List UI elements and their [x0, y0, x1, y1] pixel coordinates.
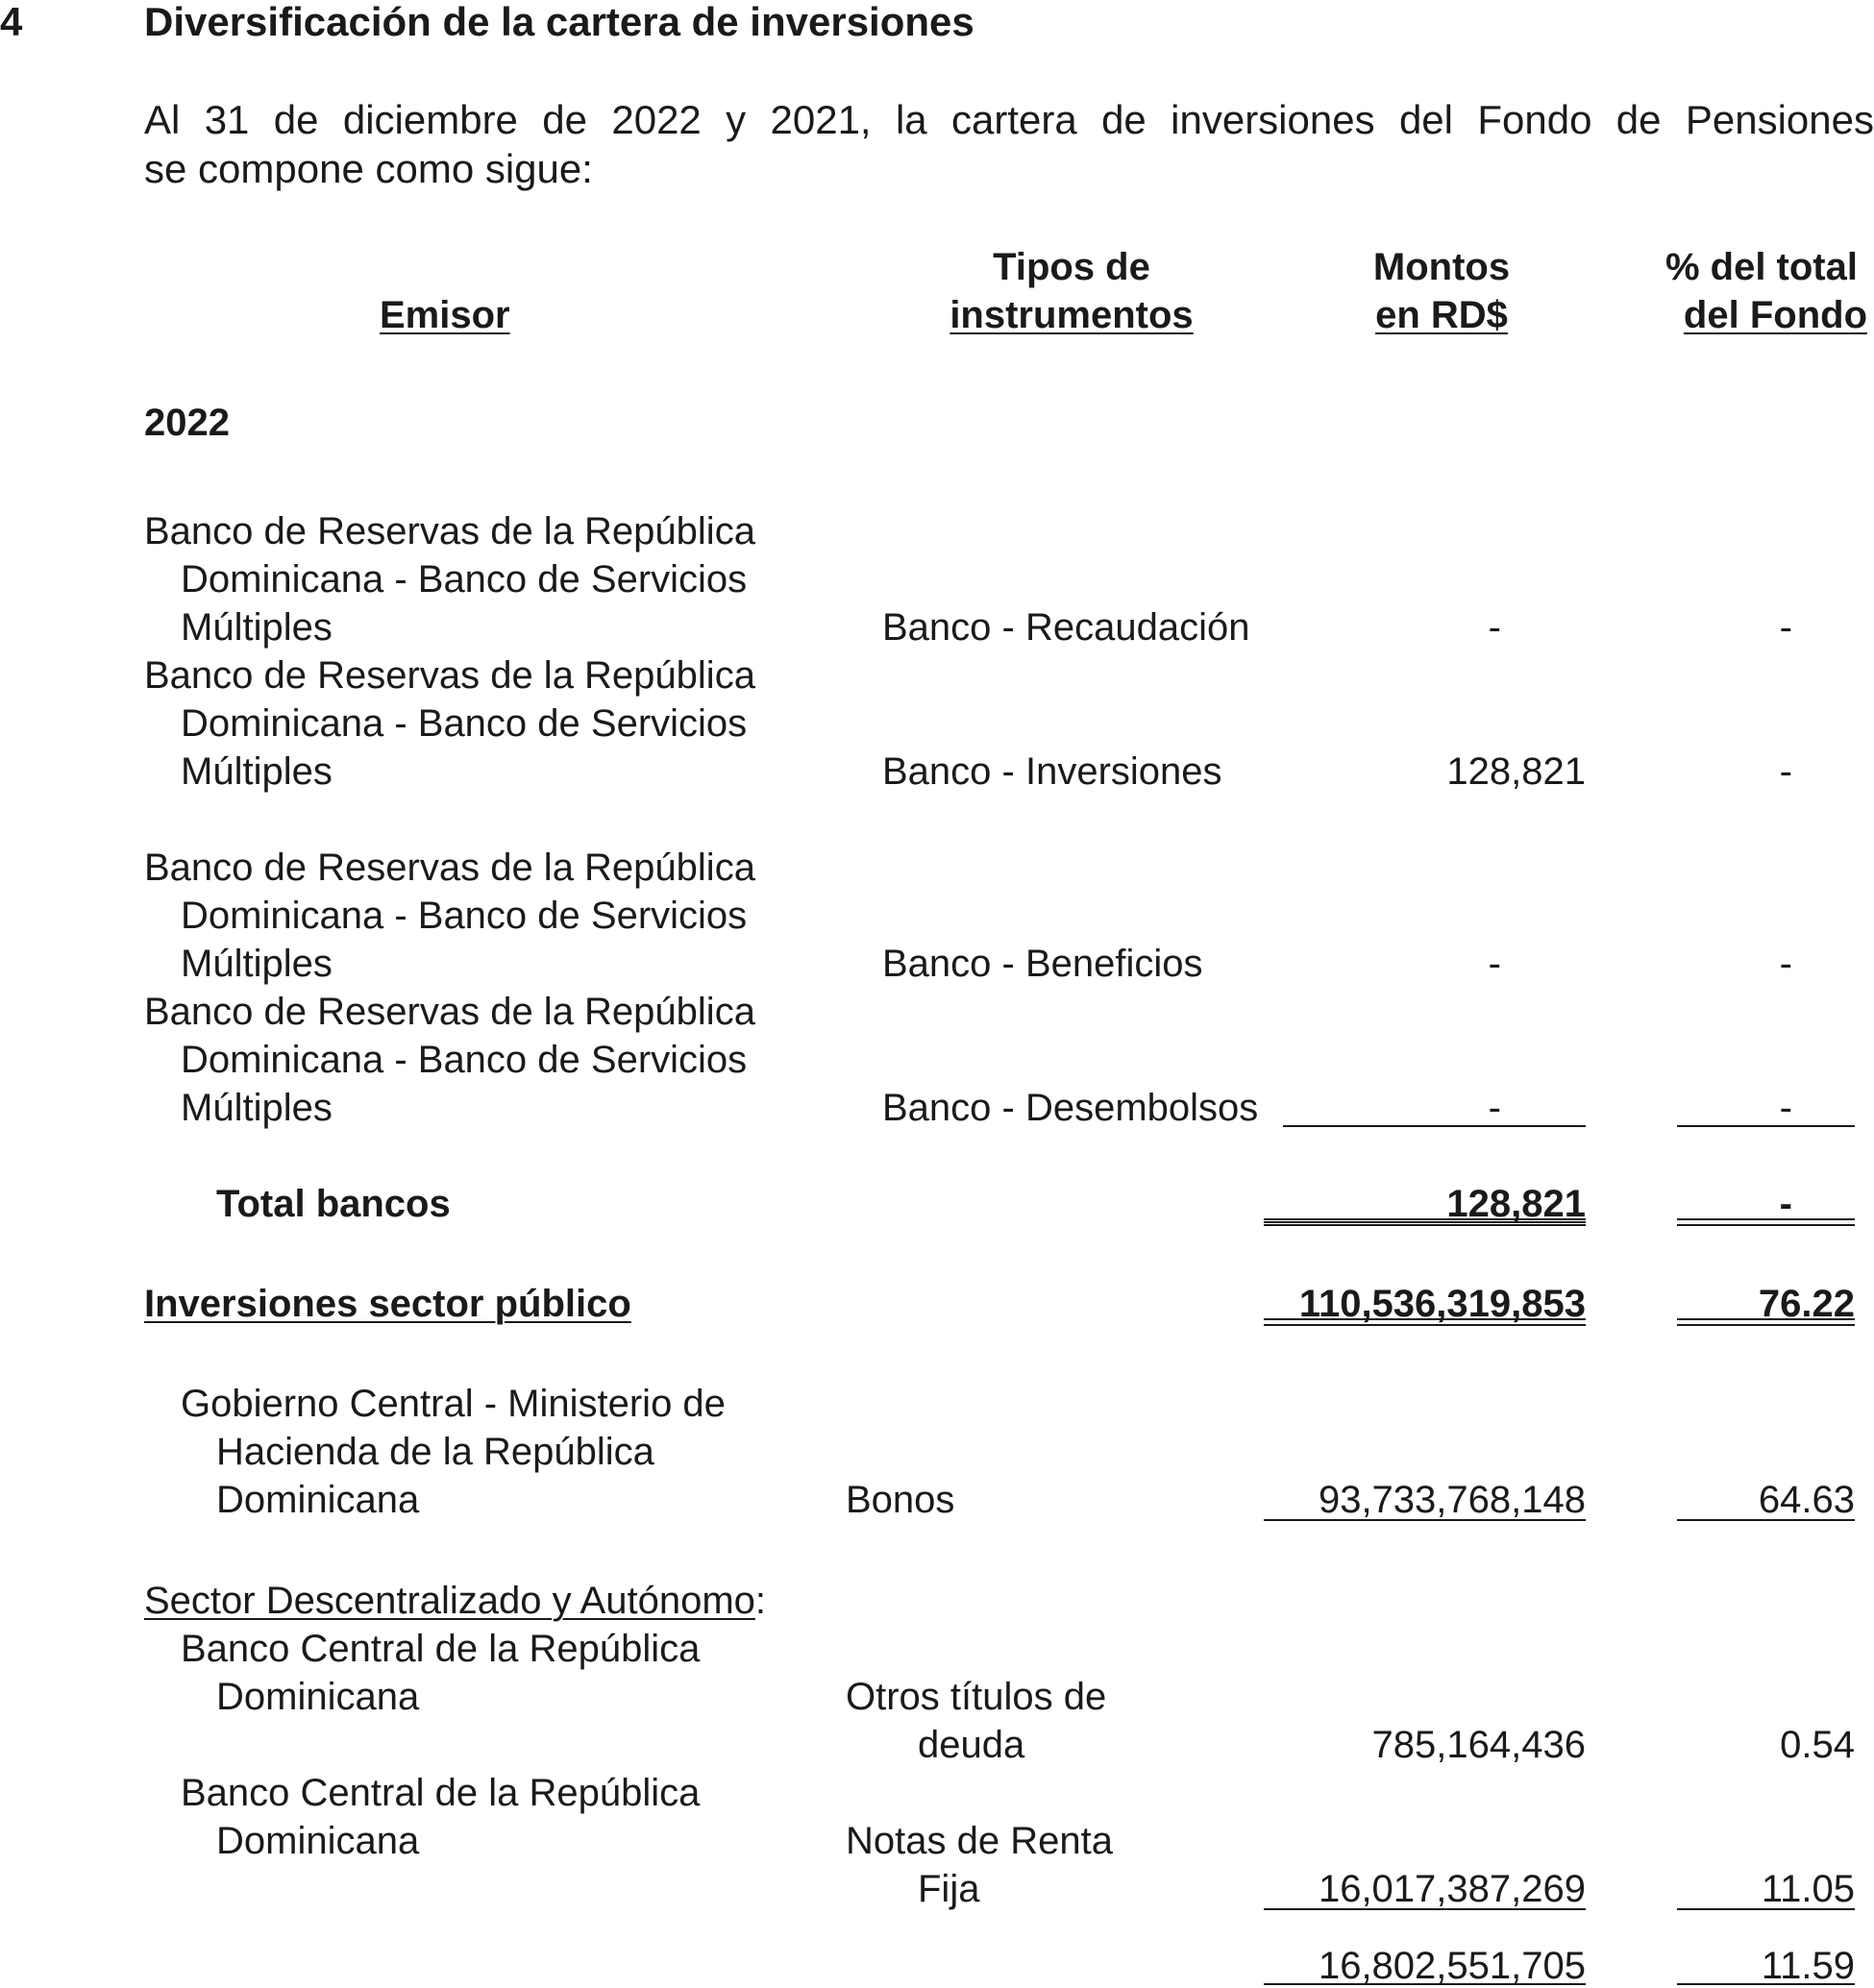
- percent-cell: 11.05: [1761, 1868, 1855, 1910]
- descentralizado-heading: [144, 1579, 766, 1623]
- issuer-line: Hacienda de la República: [216, 1431, 654, 1473]
- total-double-rule: [1677, 1218, 1855, 1226]
- subtotal-rule: [1264, 1908, 1586, 1910]
- total-bancos-percent: -: [1779, 1183, 1792, 1225]
- issuer-line: Múltiples: [181, 606, 333, 649]
- percent-cell: -: [1779, 750, 1792, 793]
- subtotal-rule: [1677, 1519, 1855, 1521]
- issuer-line: Dominicana: [216, 1820, 420, 1862]
- year-label: 2022: [144, 402, 230, 444]
- issuer-line: Gobierno Central - Ministerio de: [181, 1383, 726, 1425]
- issuer-line: Múltiples: [181, 750, 333, 793]
- header-pct-line2: del Fondo: [1683, 294, 1867, 336]
- instrument-cell: Banco - Inversiones: [882, 750, 1222, 793]
- subtotal-rule: [1677, 1908, 1855, 1910]
- header-pct-line1: % del total: [1664, 246, 1858, 288]
- instrument-cell: Banco - Beneficios: [882, 943, 1203, 985]
- instrument-cell: Banco - Desembolsos: [882, 1087, 1259, 1129]
- header-montos-line1: Montos: [1372, 246, 1511, 288]
- subtotal-rule: [1283, 1125, 1586, 1127]
- instrument-line: Fija: [918, 1868, 980, 1910]
- issuer-line: Dominicana - Banco de Servicios: [181, 558, 748, 601]
- issuer-line: Dominicana - Banco de Servicios: [181, 895, 748, 937]
- amount-cell: 16,017,387,269: [1318, 1868, 1586, 1910]
- intro-line-1: Al 31 de diciembre de 2022 y 2021, la cartera de inversiones del Fondo de Pensiones: [144, 97, 1874, 142]
- subtotal-amount: 16,802,551,705: [1318, 1945, 1586, 1987]
- subtotal-rule: [1677, 1983, 1855, 1985]
- issuer-line: Dominicana: [216, 1676, 420, 1718]
- inversiones-publico-amount: 110,536,319,853: [1298, 1283, 1586, 1325]
- instrument-cell: Bonos: [846, 1479, 955, 1521]
- amount-cell: -: [1488, 1087, 1501, 1129]
- total-bancos-amount: 128,821: [1446, 1183, 1586, 1225]
- instrument-line: deuda: [918, 1724, 1025, 1766]
- issuer-line: Banco de Reservas de la República: [144, 991, 755, 1033]
- issuer-line: Dominicana - Banco de Servicios: [181, 1039, 748, 1081]
- percent-cell: -: [1779, 606, 1792, 649]
- amount-cell: -: [1488, 606, 1501, 649]
- header-tipos-line1: Tipos de: [993, 246, 1150, 288]
- inversiones-publico-label: Inversiones sector público: [144, 1283, 631, 1325]
- percent-cell: 64.63: [1758, 1479, 1855, 1521]
- total-double-rule: [1264, 1318, 1586, 1326]
- issuer-line: Banco de Reservas de la República: [144, 847, 755, 889]
- issuer-line: Banco de Reservas de la República: [144, 654, 755, 697]
- amount-cell: 93,733,768,148: [1318, 1479, 1586, 1521]
- header-emisor: Emisor: [380, 294, 510, 336]
- amount-cell: 128,821: [1446, 750, 1586, 793]
- percent-cell: -: [1779, 943, 1792, 985]
- header-tipos-line2: instrumentos: [949, 294, 1194, 336]
- header-montos-line2: en RD$: [1375, 294, 1508, 336]
- descentralizado-heading-suffix: :: [754, 1580, 767, 1622]
- section-number: 4: [0, 0, 23, 44]
- issuer-line: Dominicana - Banco de Servicios: [181, 702, 748, 745]
- percent-cell: -: [1779, 1087, 1792, 1129]
- total-double-rule: [1264, 1218, 1586, 1226]
- instrument-line: Notas de Renta: [846, 1820, 1113, 1862]
- instrument-cell: Banco - Recaudación: [882, 606, 1250, 649]
- instrument-line: Otros títulos de: [846, 1676, 1107, 1718]
- issuer-line: Banco Central de la República: [181, 1772, 701, 1814]
- subtotal-rule: [1264, 1983, 1586, 1985]
- intro-line-2: se compone como sigue:: [144, 146, 593, 191]
- total-double-rule: [1677, 1318, 1855, 1326]
- issuer-line: Múltiples: [181, 1087, 333, 1129]
- inversiones-publico-percent: 76.22: [1758, 1283, 1855, 1325]
- amount-cell: 785,164,436: [1371, 1724, 1586, 1766]
- total-bancos-label: Total bancos: [216, 1183, 451, 1225]
- subtotal-rule: [1677, 1125, 1855, 1127]
- issuer-line: Banco de Reservas de la República: [144, 510, 755, 552]
- section-title: Diversificación de la cartera de inversiones: [144, 0, 974, 44]
- issuer-line: Múltiples: [181, 943, 333, 985]
- descentralizado-heading-text: Sector Descentralizado y Autónomo: [144, 1580, 755, 1622]
- percent-cell: 0.54: [1780, 1724, 1855, 1766]
- subtotal-rule: [1264, 1519, 1586, 1521]
- issuer-line: Banco Central de la República: [181, 1628, 701, 1670]
- amount-cell: -: [1488, 943, 1501, 985]
- issuer-line: Dominicana: [216, 1479, 420, 1521]
- subtotal-percent: 11.59: [1761, 1945, 1855, 1987]
